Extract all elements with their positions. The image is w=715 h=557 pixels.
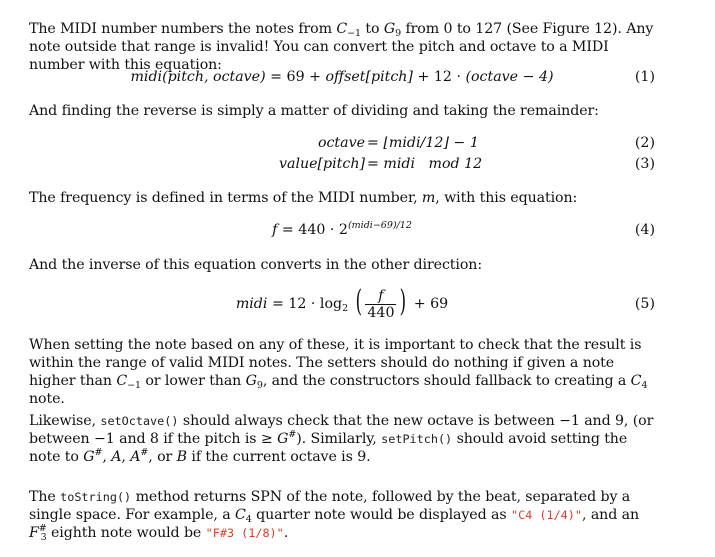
text-segment: . <box>283 525 289 541</box>
equation-number-2: (2) <box>634 135 655 151</box>
text-segment: or lower than <box>145 373 242 389</box>
equation-1 <box>29 66 655 88</box>
note-g-sharp: G# <box>277 429 297 447</box>
paragraph-frequency <box>29 189 655 207</box>
equation-5-log-base: 2 <box>342 303 349 314</box>
note-a-sharp: A# <box>130 447 149 465</box>
fraction-numerator: f <box>365 289 396 305</box>
text-segment: should avoid setting the note to <box>29 431 628 465</box>
text-segment: if the current octave is 9. <box>191 449 371 465</box>
text-segment: , or <box>148 449 173 465</box>
equation-1-lhs: midi(pitch, octave) <box>130 69 266 85</box>
note-g9: $G_9$ <box>383 21 402 39</box>
equation-2-lhs: octave <box>317 135 365 151</box>
code-set-pitch: setPitch() <box>381 432 453 446</box>
text-segment: , with this equation: <box>435 190 578 206</box>
string-literal-c4: "C4 (1/4)" <box>510 508 582 522</box>
equation-5-lhs: midi <box>235 296 268 312</box>
geq-symbol: ≥ <box>260 431 273 447</box>
paragraph-tostring <box>29 488 655 542</box>
text-segment: method returns SPN of the note, followed by the beat, separated by a single space. For example, a <box>29 489 631 523</box>
note-c4: $C_4$ <box>235 507 252 525</box>
text-segment: Likewise, <box>29 413 96 429</box>
code-set-octave: setOctave() <box>100 414 179 428</box>
equation-1-body <box>29 66 655 88</box>
equation-5 <box>29 284 655 321</box>
text-segment: , <box>121 449 126 465</box>
equation-4-body <box>29 219 655 241</box>
paragraph-setters <box>29 336 655 408</box>
code-to-string: toString() <box>60 490 132 504</box>
equation-number-4: (4) <box>634 222 655 238</box>
equation-1-part: offset[pitch] <box>325 69 413 85</box>
text-segment: eighth note would be <box>51 525 202 541</box>
equation-4-exponent: (midi−69)/12 <box>347 220 412 231</box>
note-b: B <box>176 449 187 465</box>
right-paren: ) <box>400 284 407 319</box>
note-g9: $G_9$ <box>245 373 263 391</box>
fraction-denominator: 440 <box>367 304 395 321</box>
equation-number-1: (1) <box>634 69 655 85</box>
text-segment: The MIDI number numbers the notes from <box>29 21 332 37</box>
equation-5-body <box>29 284 655 321</box>
text-segment: The <box>29 489 56 505</box>
equation-5-part: = 12 · log <box>271 296 343 312</box>
string-literal-f-sharp-3: "F#3 (1/8)" <box>205 526 284 540</box>
equation-5-fraction <box>365 289 396 320</box>
equation-2 <box>29 132 655 154</box>
equation-1-part: = 69 + <box>270 69 321 85</box>
equation-4-rhs: = 440 · 2 <box>281 222 348 238</box>
text-segment: quarter note would be displayed as <box>256 507 507 523</box>
equation-number-5: (5) <box>634 296 655 312</box>
equation-2-rhs: = ⌊midi/12⌋ − 1 <box>367 135 479 151</box>
paragraph-likewise <box>29 412 655 466</box>
left-paren: ( <box>355 284 362 319</box>
note-c-minus-1: $C_{-1}$ <box>116 373 141 391</box>
variable-m: m <box>421 190 436 206</box>
text-segment: to <box>365 21 380 37</box>
note-c-minus-1: $C_{-1}$ <box>336 21 361 39</box>
text-segment: should always check that the new octave is between −1 and 9, (or between −1 and 8 if the pitch is <box>29 413 654 447</box>
text-segment: ). Similarly, <box>296 431 377 447</box>
equation-3-lhs: value[pitch] <box>278 156 365 172</box>
equation-3 <box>29 153 655 175</box>
equation-number-3: (3) <box>634 156 655 172</box>
equation-1-part: (octave − 4) <box>465 69 554 85</box>
paragraph-inverse: And the inverse of this equation converts in the other direction: <box>29 257 482 273</box>
text-segment: from 0 to 127 (See Figure 12). Any note outside that range is invalid! You can convert the pitch and octave to a MIDI number with this equation: <box>29 21 654 73</box>
paragraph-reverse: And finding the reverse is simply a matter of dividing and taking the remainder: <box>29 103 599 119</box>
text-segment: When setting the note based on any of these, it is important to check that the result is within the range of valid MIDI notes. The setters should do nothing if given a note higher than <box>29 337 642 389</box>
text-segment: The frequency is defined in terms of the MIDI number, <box>29 190 418 206</box>
note-g-sharp: G# <box>83 447 103 465</box>
equation-3-rhs: = midi mod 12 <box>367 156 483 172</box>
equation-4 <box>29 219 655 241</box>
equation-1-part: + 12 · <box>417 69 461 85</box>
text-segment: , and the constructors should fallback to creating a <box>262 373 627 389</box>
note-c4: $C_4$ <box>630 373 648 391</box>
text-segment: note. <box>29 391 65 407</box>
note-f-sharp-3: $F^{\#}_3$ <box>29 523 47 543</box>
text-segment: , and an <box>582 507 640 523</box>
equation-4-lhs: f <box>272 222 278 238</box>
note-a: A <box>111 449 122 465</box>
equation-5-part: + 69 <box>413 296 449 312</box>
text-segment: , <box>102 449 107 465</box>
